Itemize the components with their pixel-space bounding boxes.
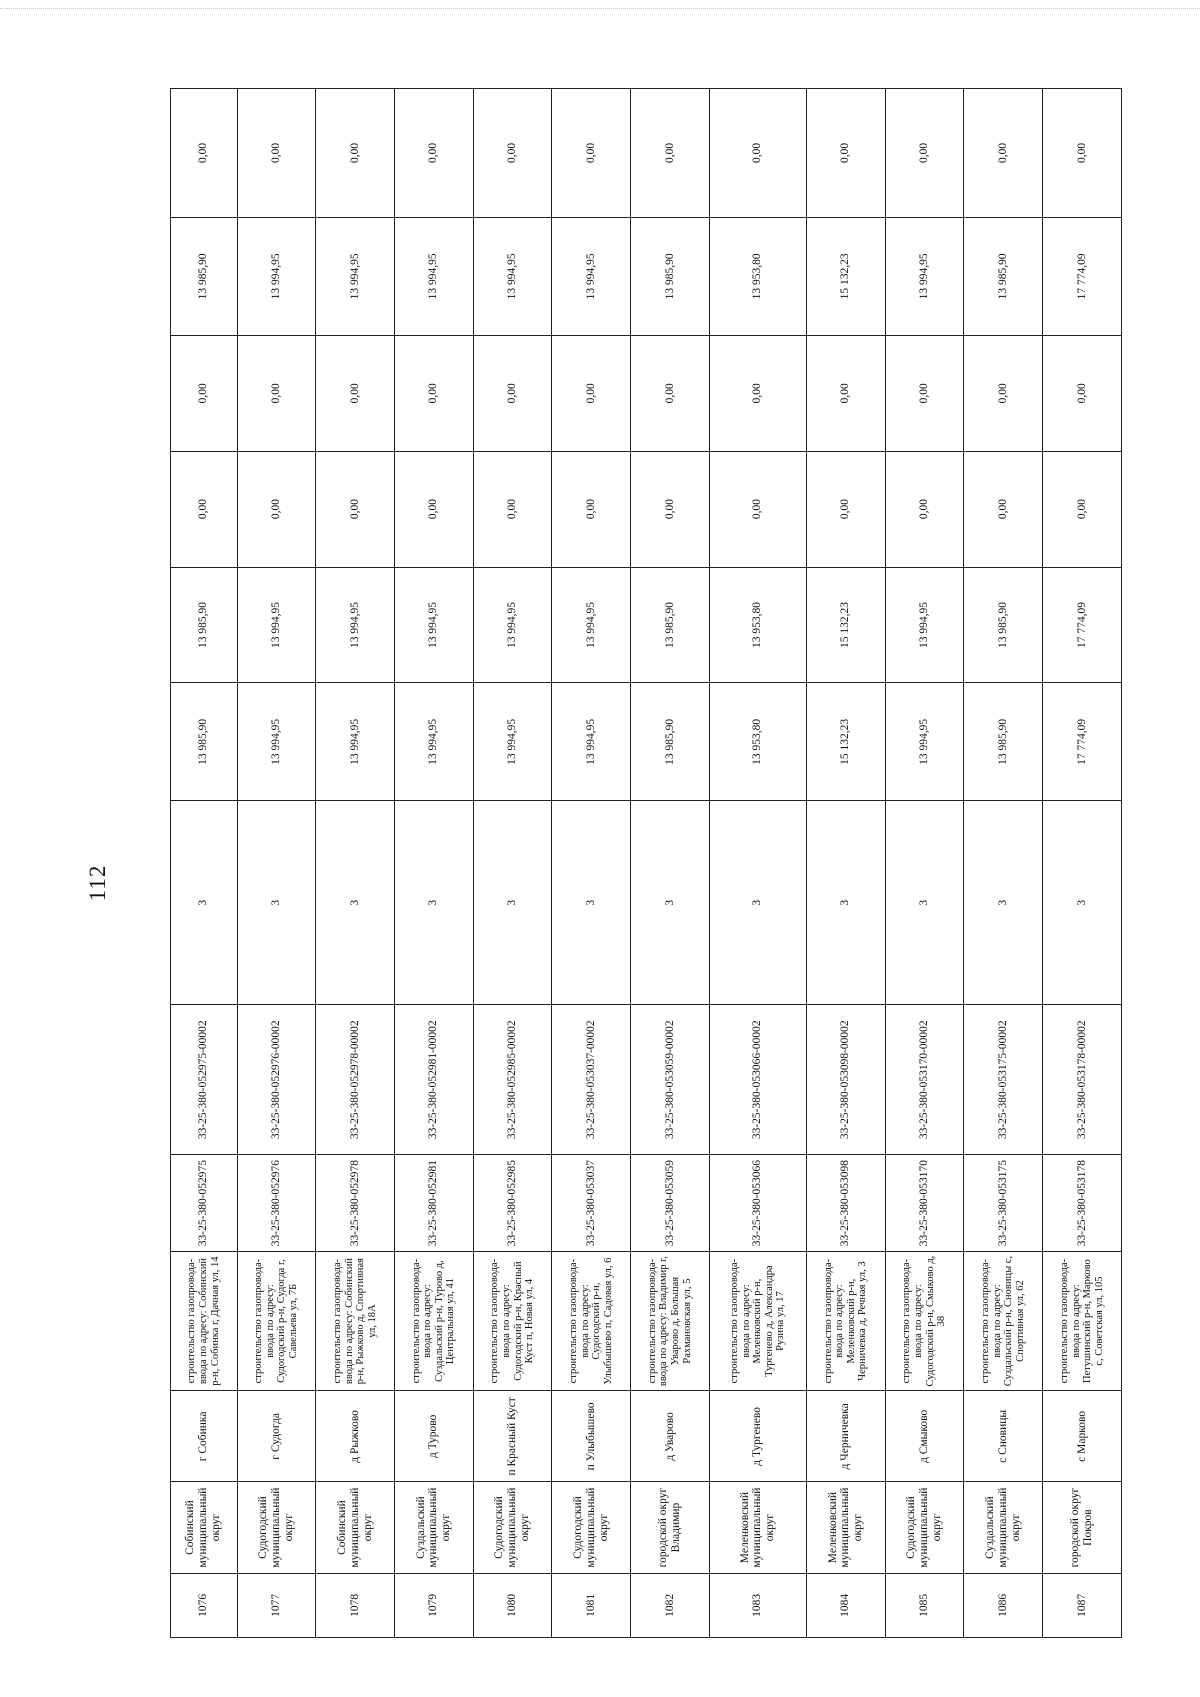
table-row [807,89,886,1638]
cell-value-3: 0,00 [964,451,1043,567]
cell-value-1: 13 994,95 [885,683,964,801]
table-row [631,89,710,1638]
cell-value-1: 13 985,90 [171,683,238,801]
cell-value-2: 13 994,95 [316,567,395,683]
cell-value-1: 13 994,95 [473,683,552,801]
cell-municipality: Собинский муниципальный округ [171,1482,238,1573]
cell-value-5: 13 985,90 [171,217,238,335]
cell-code-full: 33-25-380-052976-00002 [237,1005,316,1155]
cell-code-full: 33-25-380-053059-00002 [631,1005,710,1155]
cell-num: 1082 [631,1573,710,1637]
cell-description: строительство газопровода-ввода по адресу: Собинский р-н, Собинка г, Дачная ул, 14 [171,1251,238,1390]
cell-qty: 3 [709,801,806,1005]
cell-value-4: 0,00 [552,335,631,451]
cell-value-4: 0,00 [885,335,964,451]
cell-value-6: 0,00 [395,89,474,218]
table-row [709,89,806,1638]
cell-code-full: 33-25-380-053178-00002 [1043,1005,1122,1155]
cell-value-6: 0,00 [631,89,710,218]
cell-value-5: 13 994,95 [552,217,631,335]
cell-qty: 3 [885,801,964,1005]
table-row [171,89,238,1638]
cell-municipality: Судогодский муниципальный округ [473,1482,552,1573]
cell-value-2: 13 994,95 [552,567,631,683]
cell-num: 1081 [552,1573,631,1637]
cell-qty: 3 [807,801,886,1005]
cell-code: 33-25-380-053170 [885,1155,964,1252]
cell-value-4: 0,00 [237,335,316,451]
cell-value-5: 13 994,95 [885,217,964,335]
cell-locality: д Уварово [631,1391,710,1482]
cell-code: 33-25-380-053066 [709,1155,806,1252]
cell-value-2: 15 132,23 [807,567,886,683]
cell-locality: д Турово [395,1391,474,1482]
data-table [170,88,1122,1638]
cell-value-1: 13 994,95 [316,683,395,801]
cell-value-3: 0,00 [807,451,886,567]
cell-value-2: 13 985,90 [171,567,238,683]
cell-value-1: 13 994,95 [237,683,316,801]
cell-value-6: 0,00 [552,89,631,218]
cell-value-3: 0,00 [237,451,316,567]
page-number: 112 [85,864,110,902]
cell-value-1: 13 953,80 [709,683,806,801]
cell-locality: д Тургенево [709,1391,806,1482]
cell-value-1: 15 132,23 [807,683,886,801]
cell-value-3: 0,00 [631,451,710,567]
cell-num: 1085 [885,1573,964,1637]
cell-value-4: 0,00 [964,335,1043,451]
cell-municipality: городской округ Владимир [631,1482,710,1573]
cell-value-5: 13 985,90 [964,217,1043,335]
cell-qty: 3 [473,801,552,1005]
cell-value-1: 13 985,90 [631,683,710,801]
cell-municipality: Собинский муниципальный округ [316,1482,395,1573]
cell-value-1: 17 774,09 [1043,683,1122,801]
cell-value-6: 0,00 [237,89,316,218]
cell-value-5: 13 994,95 [316,217,395,335]
cell-description: строительство газопровода-ввода по адресу: Судогодский р-н, Улыбышево п, Садовая ул, 6 [552,1251,631,1390]
cell-value-5: 13 953,80 [709,217,806,335]
cell-value-5: 13 985,90 [631,217,710,335]
cell-value-1: 13 994,95 [395,683,474,801]
cell-code-full: 33-25-380-053175-00002 [964,1005,1043,1155]
cell-code: 33-25-380-052975 [171,1155,238,1252]
cell-value-6: 0,00 [316,89,395,218]
cell-description: строительство газопровода-ввода по адресу: Собинский р-н, Рыжково д, Спортивная ул, 18А [316,1251,395,1390]
cell-code-full: 33-25-380-052978-00002 [316,1005,395,1155]
cell-value-2: 13 994,95 [473,567,552,683]
cell-description: строительство газопровода-ввода по адресу: Владимир г, Уварово д, Большая Рахмановская ул, 5 [631,1251,710,1390]
cell-num: 1080 [473,1573,552,1637]
cell-value-4: 0,00 [807,335,886,451]
cell-code: 33-25-380-052981 [395,1155,474,1252]
cell-municipality: Суздальский муниципальный округ [964,1482,1043,1573]
cell-value-3: 0,00 [171,451,238,567]
cell-locality: д Рыжково [316,1391,395,1482]
cell-value-1: 13 994,95 [552,683,631,801]
cell-municipality: Меленковский муниципальный округ [709,1482,806,1573]
cell-description: строительство газопровода-ввода по адресу: Судогодский р-н, Судогда г, Савельева ул, 7Б [237,1251,316,1390]
cell-num: 1084 [807,1573,886,1637]
table-row [316,89,395,1638]
cell-code-full: 33-25-380-052975-00002 [171,1005,238,1155]
cell-description: строительство газопровода-ввода по адресу: Судогодский р-н, Смыково д, 38 [885,1251,964,1390]
cell-municipality: городской округ Покров [1043,1482,1122,1573]
cell-locality: с Марково [1043,1391,1122,1482]
cell-value-2: 13 994,95 [237,567,316,683]
table-row [1043,89,1122,1638]
cell-qty: 3 [237,801,316,1005]
table-row [237,89,316,1638]
cell-value-3: 0,00 [473,451,552,567]
cell-num: 1079 [395,1573,474,1637]
cell-value-2: 13 994,95 [395,567,474,683]
cell-qty: 3 [395,801,474,1005]
cell-qty: 3 [631,801,710,1005]
cell-code-full: 33-25-380-053037-00002 [552,1005,631,1155]
cell-qty: 3 [171,801,238,1005]
cell-value-4: 0,00 [1043,335,1122,451]
cell-municipality: Меленковский муниципальный округ [807,1482,886,1573]
cell-locality: г Собинка [171,1391,238,1482]
cell-description: строительство газопровода-ввода по адресу: Суздальский р-н, Сновицы с, Спортивная ул, 62 [964,1251,1043,1390]
cell-value-4: 0,00 [316,335,395,451]
cell-value-4: 0,00 [631,335,710,451]
cell-description: строительство газопровода-ввода по адресу: Меленковский р-н, Тургенево д, Александра Рузина ул, 17 [709,1251,806,1390]
cell-municipality: Судогодский муниципальный округ [552,1482,631,1573]
cell-qty: 3 [1043,801,1122,1005]
cell-value-6: 0,00 [885,89,964,218]
cell-value-2: 13 985,90 [964,567,1043,683]
cell-value-5: 13 994,95 [473,217,552,335]
cell-code-full: 33-25-380-052985-00002 [473,1005,552,1155]
cell-municipality: Судогодский муниципальный округ [885,1482,964,1573]
cell-value-6: 0,00 [1043,89,1122,218]
cell-code: 33-25-380-053098 [807,1155,886,1252]
cell-locality: п Красный Куст [473,1391,552,1482]
cell-locality: п Улыбышево [552,1391,631,1482]
cell-value-6: 0,00 [964,89,1043,218]
cell-locality: с Сновицы [964,1391,1043,1482]
cell-code-full: 33-25-380-053066-00002 [709,1005,806,1155]
cell-description: строительство газопровода-ввода по адресу: Суздальский р-н, Турово д, Центральная ул, 41 [395,1251,474,1390]
cell-value-6: 0,00 [807,89,886,218]
table-row [473,89,552,1638]
cell-code: 33-25-380-053175 [964,1155,1043,1252]
cell-value-2: 13 985,90 [631,567,710,683]
cell-value-5: 17 774,09 [1043,217,1122,335]
cell-value-3: 0,00 [552,451,631,567]
cell-value-4: 0,00 [473,335,552,451]
cell-value-6: 0,00 [171,89,238,218]
cell-value-2: 13 953,80 [709,567,806,683]
cell-description: строительство газопровода-ввода по адресу: Петушинский р-н, Марково с, Советская ул, 105 [1043,1251,1122,1390]
cell-value-3: 0,00 [885,451,964,567]
table-row [395,89,474,1638]
cell-municipality: Судогодский муниципальный округ [237,1482,316,1573]
cell-code: 33-25-380-053178 [1043,1155,1122,1252]
cell-qty: 3 [552,801,631,1005]
cell-value-1: 13 985,90 [964,683,1043,801]
cell-num: 1083 [709,1573,806,1637]
cell-num: 1086 [964,1573,1043,1637]
cell-description: строительство газопровода-ввода по адресу: Судогодский р-н, Красный Куст п, Новая ул, 4 [473,1251,552,1390]
cell-value-4: 0,00 [171,335,238,451]
cell-value-3: 0,00 [395,451,474,567]
cell-num: 1076 [171,1573,238,1637]
cell-code: 33-25-380-052985 [473,1155,552,1252]
cell-municipality: Суздальский муниципальный округ [395,1482,474,1573]
cell-code: 33-25-380-053059 [631,1155,710,1252]
cell-value-6: 0,00 [709,89,806,218]
cell-locality: д Смыково [885,1391,964,1482]
cell-locality: г Судогда [237,1391,316,1482]
cell-value-4: 0,00 [395,335,474,451]
scan-artifact-line [0,8,1200,10]
cell-code-full: 33-25-380-052981-00002 [395,1005,474,1155]
cell-value-2: 17 774,09 [1043,567,1122,683]
cell-value-6: 0,00 [473,89,552,218]
cell-value-5: 13 994,95 [395,217,474,335]
cell-code: 33-25-380-052978 [316,1155,395,1252]
table-row [885,89,964,1638]
cell-code-full: 33-25-380-053170-00002 [885,1005,964,1155]
cell-description: строительство газопровода-ввода по адресу: Меленковский р-н, Черничевка д, Речная ул, 3 [807,1251,886,1390]
cell-code-full: 33-25-380-053098-00002 [807,1005,886,1155]
cell-code: 33-25-380-052976 [237,1155,316,1252]
cell-value-2: 13 994,95 [885,567,964,683]
cell-value-3: 0,00 [709,451,806,567]
cell-code: 33-25-380-053037 [552,1155,631,1252]
cell-value-3: 0,00 [1043,451,1122,567]
table-container [170,88,1122,1638]
cell-value-4: 0,00 [709,335,806,451]
cell-num: 1087 [1043,1573,1122,1637]
cell-qty: 3 [964,801,1043,1005]
cell-locality: д Черничевка [807,1391,886,1482]
table-row [964,89,1043,1638]
cell-value-5: 15 132,23 [807,217,886,335]
table-row [552,89,631,1638]
cell-value-3: 0,00 [316,451,395,567]
cell-value-5: 13 994,95 [237,217,316,335]
cell-qty: 3 [316,801,395,1005]
cell-num: 1077 [237,1573,316,1637]
cell-num: 1078 [316,1573,395,1637]
